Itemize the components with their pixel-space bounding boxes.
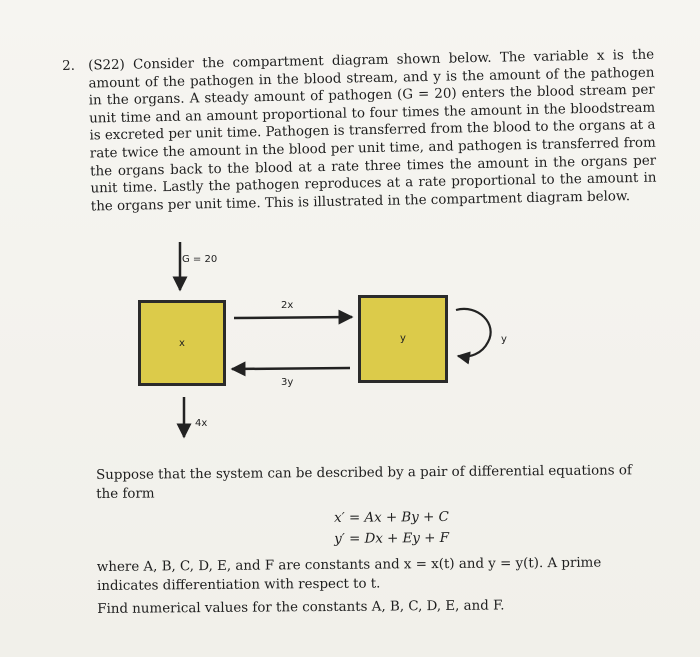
- compartment-x: [138, 300, 226, 386]
- inflow-label: G = 20: [182, 254, 218, 265]
- flow-3y-label: 3y: [281, 377, 294, 388]
- equation-2: y′ = Dx + Ey + F: [334, 530, 450, 547]
- problem-statement: [62, 47, 657, 217]
- flow-2x-label: 2x: [281, 300, 294, 311]
- compartment-diagram: [130, 232, 530, 447]
- followup-section: [96, 461, 657, 619]
- equation-system: [126, 505, 656, 552]
- compartment-x-label: x: [179, 338, 185, 349]
- transfer-x-to-y-arrow: [234, 317, 352, 318]
- where-text: where A, B, C, D, E, and F are constants and x = x(t) and y = y(t). A prime indicates differentiation with respect to t.: [96, 555, 602, 594]
- outflow-4x-label: 4x: [195, 418, 208, 429]
- reproduction-label: y: [501, 334, 507, 345]
- problem-number: 2.: [62, 58, 76, 74]
- compartment-y-label: y: [400, 333, 406, 344]
- compartment-y: [358, 295, 448, 383]
- task-text: Find numerical values for the constants A, B, C, D, E, and F.: [97, 598, 505, 617]
- equation-1: x′ = Ax + By + C: [334, 509, 449, 526]
- reproduction-loop-arrow: [456, 309, 491, 357]
- followup-intro: Suppose that the system can be described by a pair of differential equations of the form: [96, 463, 633, 502]
- problem-text: (S22) Consider the compartment diagram shown below. The variable x is the amount of the pathogen in the blood stream, and y is the amount of the pathogen in the organs. A steady amount of pathogen (G = 20) enters the blood stream per unit time and an amount proportional to four times the amount in the bloodstream is excreted per unit time. Pathogen is transferred from the blood to the organs at a rate twice the amount in the blood per unit time, and pathogen is transferred from the organs back to the blood at a rate three times the amount in the organs per unit time. Lastly the pathogen reproduces at a rate proportional to the amount in the organs per unit time. This is illustrated in the compartment diagram below.: [88, 47, 657, 215]
- transfer-y-to-x-arrow: [232, 368, 350, 369]
